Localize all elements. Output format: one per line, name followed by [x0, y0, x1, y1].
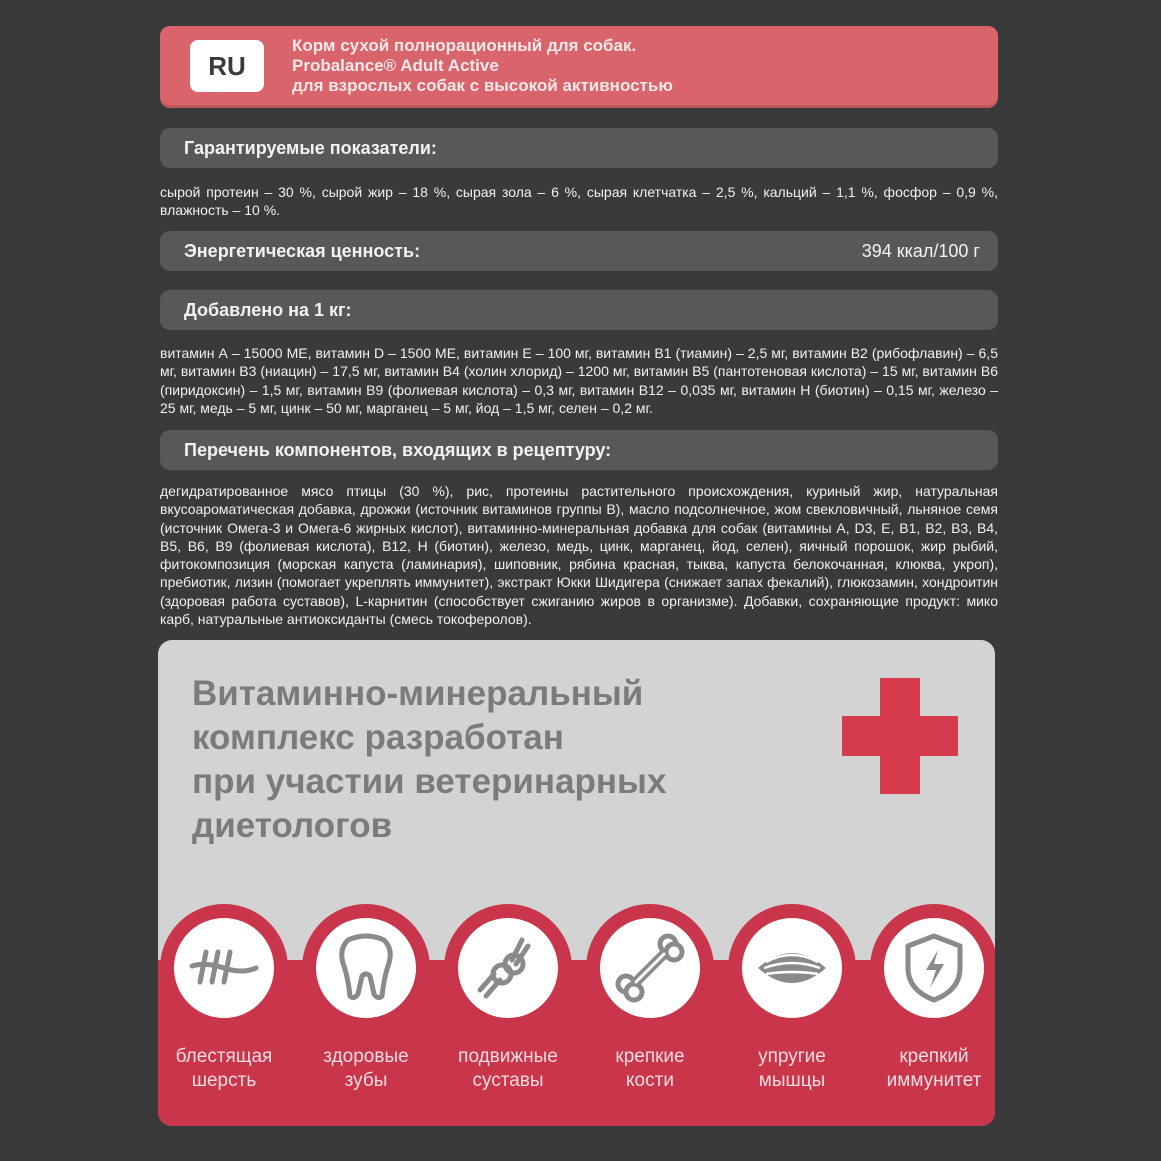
benefit-label-teeth [296, 1045, 436, 1093]
added-text: витамин А – 15000 МЕ, витамин D – 1500 МЕ, витамин Е – 100 мг, витамин В1 (тиамин) – 2,5 мг, витамин В2 (рибофлавин) – 6,5 мг, витамин В3 (ниацин) – 17,5 мг, витамин В4 (холин хлорид) – 1200 мг, витамин В5 (пантотеновая кислота) – 15 мг, витамин В6 (пиридоксин) – 1,5 мг, витамин В9 (фолиевая кислота) – 0,3 мг, витамин В12 – 0,035 мг, витамин Н (биотин) – 0,15 мг, железо – 25 мг, медь – 5 мг, цинк – 50 мг, марганец – 5 мг, йод – 1,5 мг, селен – 0,2 мг. [160, 345, 998, 416]
benefit-label-line: блестящая [175, 1046, 273, 1067]
panel-headline-line1: Витаминно-минеральный [192, 674, 644, 713]
benefit-label-bones [580, 1045, 720, 1093]
benefit-label-line: подвижные [458, 1046, 558, 1067]
panel-headline [192, 672, 752, 848]
language-badge: RU [190, 40, 264, 92]
benefit-label-line: здоровые [323, 1046, 409, 1067]
benefit-label-line: крепкие [615, 1046, 685, 1067]
panel-headline-line4: диетологов [192, 806, 393, 845]
panel-headline-line3: при участии ветеринарных [192, 762, 667, 801]
benefit-label-line: крепкий [899, 1046, 969, 1067]
fur-icon [174, 918, 274, 1018]
medical-cross-icon [842, 678, 958, 794]
panel-headline-line2: комплекс разработан [192, 718, 564, 757]
benefit-label-line: зубы [344, 1070, 388, 1091]
guaranteed-text: сырой протеин – 30 %, сырой жир – 18 %, сырая зола – 6 %, сырая клетчатка – 2,5 %, кальций – 1,1 %, фосфор – 0,9 %, влажность – 10 %. [160, 184, 998, 219]
benefit-label-immunity [864, 1045, 995, 1093]
guaranteed-title: Гарантируемые показатели: [184, 138, 437, 158]
tooth-icon [316, 918, 416, 1018]
bone-icon [600, 918, 700, 1018]
vitamin-complex-panel [158, 640, 995, 1126]
benefits-strip [158, 960, 995, 1126]
benefit-label-joints [438, 1045, 578, 1093]
components-section-header [160, 430, 998, 470]
benefit-label-fur [158, 1045, 294, 1093]
components-text: дегидратированное мясо птицы (30 %), рис, протеины растительного происхождения, куриный жир, натуральная вкусоароматическая добавка, дрожжи (источник витаминов группы В), масло подсолнечное, жом свекловичный, льняное семя (источник Омега-3 и Омега-6 жирных кислот), витаминно-минеральная добавка для собак (витамины А, D3, Е, В1, В2, В3, В4, В5, В6, В9 (фолиевая кислота), В12, Н (биотин), железо, медь, цинк, марганец, йод, селен), яичный порошок, жир рыбий, фитокомпозиция (морская капуста (ламинария), шиповник, рябина красная, тыква, капуста белокочанная, клюква, укроп), пребиотик, лизин (помогает укреплять иммунитет), экстракт Юкки Шидигера (снижает запах фекалий), глюкозамин, хондроитин (здоровая работа суставов), L-карнитин (способствует сжиганию жиров в организме). Добавки, сохраняющие продукт: мико карб, натуральные антиоксиданты (смесь токоферолов). [160, 483, 998, 628]
energy-title: Энергетическая ценность: [184, 241, 421, 261]
product-title-line2: Probalance® Adult Active [292, 56, 499, 75]
product-title [292, 36, 972, 96]
shield-icon [884, 918, 984, 1018]
benefit-label-line: мышцы [758, 1070, 826, 1091]
benefit-label-line: упругие [758, 1046, 826, 1067]
added-section-header [160, 290, 998, 330]
energy-section-header [160, 231, 998, 271]
benefit-label-line: шерсть [191, 1070, 257, 1091]
benefit-label-line: суставы [472, 1070, 544, 1091]
benefit-label-line: иммунитет [886, 1070, 982, 1091]
benefit-label-line: кости [626, 1070, 674, 1091]
components-title: Перечень компонентов, входящих в рецептуру: [184, 440, 612, 460]
added-title: Добавлено на 1 кг: [184, 300, 352, 320]
product-title-line3: для взрослых собак с высокой активностью [292, 76, 673, 95]
guaranteed-section-header [160, 128, 998, 168]
product-title-line1: Корм сухой полнорационный для собак. [292, 36, 637, 55]
energy-value: 394 ккал/100 г [861, 241, 980, 261]
joint-icon [458, 918, 558, 1018]
product-header [160, 26, 998, 108]
benefit-label-muscles [722, 1045, 862, 1093]
muscle-icon [742, 918, 842, 1018]
